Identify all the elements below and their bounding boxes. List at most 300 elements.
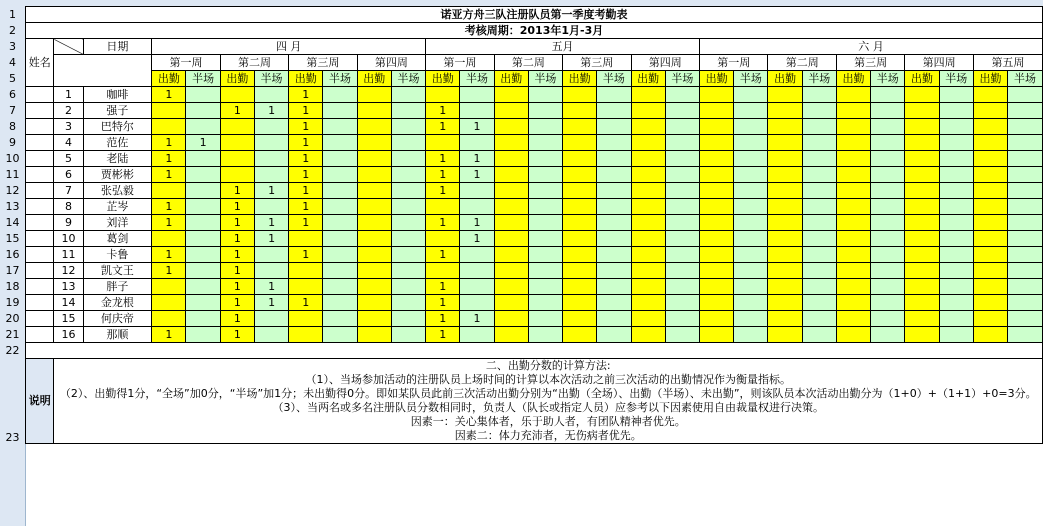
attend-cell[interactable] (494, 103, 528, 119)
week-header[interactable]: 第四周 (631, 55, 699, 71)
attend-cell[interactable]: 1 (152, 327, 186, 343)
name-column-header[interactable]: 姓名 (26, 39, 54, 87)
half-cell[interactable] (665, 135, 699, 151)
attend-cell[interactable]: 1 (220, 215, 254, 231)
row-number[interactable]: 12 (5, 183, 20, 197)
attend-cell[interactable] (494, 167, 528, 183)
member-number[interactable]: 10 (54, 231, 83, 247)
attend-cell[interactable] (631, 183, 665, 199)
half-cell[interactable] (802, 199, 836, 215)
attend-cell[interactable]: 1 (289, 215, 323, 231)
attend-cell[interactable]: 1 (426, 295, 460, 311)
attend-cell[interactable] (220, 135, 254, 151)
week-header[interactable]: 第二周 (220, 55, 288, 71)
attend-cell[interactable] (768, 103, 802, 119)
attend-cell[interactable] (905, 199, 939, 215)
attend-cell[interactable] (973, 183, 1007, 199)
half-cell[interactable] (391, 87, 425, 103)
member-number[interactable]: 9 (54, 215, 83, 231)
attend-cell[interactable] (357, 279, 391, 295)
row-blank-cell[interactable] (26, 103, 54, 119)
row-number[interactable]: 10 (5, 151, 20, 165)
member-number[interactable]: 15 (54, 311, 83, 327)
half-cell[interactable] (597, 103, 631, 119)
half-cell[interactable] (460, 87, 494, 103)
half-cell[interactable] (460, 295, 494, 311)
attend-cell[interactable] (357, 247, 391, 263)
half-cell[interactable] (734, 247, 768, 263)
attend-cell[interactable] (631, 103, 665, 119)
attend-cell[interactable] (426, 135, 460, 151)
half-cell[interactable] (871, 199, 905, 215)
member-name[interactable]: 金龙根 (83, 295, 152, 311)
half-cell[interactable] (323, 263, 357, 279)
half-subheader[interactable]: 半场 (460, 71, 494, 87)
attend-cell[interactable] (700, 263, 734, 279)
half-cell[interactable] (1008, 215, 1043, 231)
attend-cell[interactable] (563, 103, 597, 119)
half-cell[interactable] (939, 263, 973, 279)
row-number[interactable]: 3 (9, 39, 16, 53)
member-number[interactable]: 4 (54, 135, 83, 151)
half-cell[interactable]: 1 (254, 295, 288, 311)
half-cell[interactable] (871, 135, 905, 151)
attend-cell[interactable] (152, 103, 186, 119)
half-cell[interactable] (391, 215, 425, 231)
half-cell[interactable] (186, 311, 220, 327)
half-cell[interactable] (871, 87, 905, 103)
attend-cell[interactable] (905, 295, 939, 311)
half-cell[interactable] (802, 119, 836, 135)
attend-cell[interactable] (836, 103, 870, 119)
assessment-period[interactable]: 考核周期：2013年1月-3月 (26, 23, 1043, 39)
half-cell[interactable] (802, 279, 836, 295)
attend-cell[interactable] (836, 311, 870, 327)
attend-cell[interactable] (905, 247, 939, 263)
attend-cell[interactable] (631, 295, 665, 311)
week-header[interactable]: 第五周 (973, 55, 1042, 71)
attend-cell[interactable] (905, 311, 939, 327)
half-cell[interactable] (802, 295, 836, 311)
attend-subheader[interactable]: 出勤 (905, 71, 939, 87)
half-cell[interactable] (254, 247, 288, 263)
attend-cell[interactable] (768, 247, 802, 263)
half-cell[interactable] (323, 135, 357, 151)
half-cell[interactable] (1008, 263, 1043, 279)
attend-cell[interactable]: 1 (426, 119, 460, 135)
half-cell[interactable]: 1 (460, 311, 494, 327)
row-blank-cell[interactable] (26, 87, 54, 103)
row-number[interactable]: 13 (5, 199, 20, 213)
week-header[interactable]: 第一周 (152, 55, 220, 71)
row-blank-cell[interactable] (26, 215, 54, 231)
attend-cell[interactable]: 1 (152, 215, 186, 231)
half-cell[interactable] (802, 231, 836, 247)
half-cell[interactable] (1008, 183, 1043, 199)
half-cell[interactable] (871, 183, 905, 199)
half-subheader[interactable]: 半场 (186, 71, 220, 87)
attend-cell[interactable]: 1 (289, 119, 323, 135)
row-number[interactable]: 8 (9, 119, 16, 133)
attend-cell[interactable]: 1 (152, 167, 186, 183)
attend-cell[interactable] (905, 279, 939, 295)
attend-subheader[interactable]: 出勤 (494, 71, 528, 87)
half-cell[interactable] (939, 247, 973, 263)
attend-cell[interactable] (768, 87, 802, 103)
attend-cell[interactable] (973, 327, 1007, 343)
half-cell[interactable] (254, 135, 288, 151)
attend-cell[interactable] (494, 263, 528, 279)
attend-cell[interactable]: 1 (289, 135, 323, 151)
attend-cell[interactable] (563, 295, 597, 311)
attend-cell[interactable] (152, 119, 186, 135)
half-cell[interactable] (802, 183, 836, 199)
half-cell[interactable] (186, 167, 220, 183)
attend-cell[interactable]: 1 (220, 103, 254, 119)
half-cell[interactable] (460, 183, 494, 199)
half-cell[interactable] (1008, 167, 1043, 183)
row-number[interactable]: 20 (5, 311, 20, 325)
attend-cell[interactable]: 1 (152, 135, 186, 151)
attend-cell[interactable] (768, 263, 802, 279)
half-cell[interactable] (391, 103, 425, 119)
half-cell[interactable] (597, 295, 631, 311)
attend-cell[interactable] (563, 247, 597, 263)
half-cell[interactable] (186, 327, 220, 343)
attend-cell[interactable] (768, 199, 802, 215)
row-blank-cell[interactable] (26, 247, 54, 263)
attend-cell[interactable] (357, 183, 391, 199)
half-cell[interactable] (939, 151, 973, 167)
attend-cell[interactable] (357, 119, 391, 135)
half-cell[interactable] (665, 119, 699, 135)
half-cell[interactable] (802, 103, 836, 119)
attend-subheader[interactable]: 出勤 (700, 71, 734, 87)
half-cell[interactable] (665, 327, 699, 343)
row-blank-cell[interactable] (26, 135, 54, 151)
member-name[interactable]: 贾彬彬 (83, 167, 152, 183)
row-number[interactable]: 2 (9, 23, 16, 37)
half-cell[interactable] (323, 279, 357, 295)
row-number[interactable]: 23 (5, 430, 20, 444)
attend-cell[interactable] (220, 119, 254, 135)
attend-cell[interactable] (289, 311, 323, 327)
attend-cell[interactable] (973, 263, 1007, 279)
half-cell[interactable] (391, 199, 425, 215)
half-cell[interactable] (871, 167, 905, 183)
attend-cell[interactable] (768, 167, 802, 183)
row-number[interactable]: 11 (5, 167, 20, 181)
half-cell[interactable] (528, 183, 562, 199)
attend-cell[interactable] (357, 311, 391, 327)
half-cell[interactable] (186, 295, 220, 311)
half-subheader[interactable]: 半场 (871, 71, 905, 87)
half-cell[interactable] (323, 327, 357, 343)
half-cell[interactable] (460, 135, 494, 151)
attend-cell[interactable]: 1 (289, 103, 323, 119)
half-cell[interactable] (597, 135, 631, 151)
half-subheader[interactable]: 半场 (391, 71, 425, 87)
row-blank-cell[interactable] (26, 263, 54, 279)
attend-cell[interactable] (563, 183, 597, 199)
attend-cell[interactable] (289, 327, 323, 343)
attend-cell[interactable] (973, 199, 1007, 215)
attend-cell[interactable] (494, 215, 528, 231)
row-blank-cell[interactable] (26, 311, 54, 327)
half-subheader[interactable]: 半场 (254, 71, 288, 87)
attend-cell[interactable]: 1 (426, 327, 460, 343)
half-cell[interactable] (871, 151, 905, 167)
half-subheader[interactable]: 半场 (802, 71, 836, 87)
attend-cell[interactable] (905, 215, 939, 231)
attend-cell[interactable] (700, 183, 734, 199)
half-cell[interactable] (391, 247, 425, 263)
half-cell[interactable] (734, 199, 768, 215)
half-cell[interactable] (802, 215, 836, 231)
attend-cell[interactable] (768, 231, 802, 247)
half-cell[interactable] (186, 199, 220, 215)
half-cell[interactable] (734, 87, 768, 103)
attend-cell[interactable]: 1 (220, 263, 254, 279)
half-cell[interactable] (734, 167, 768, 183)
half-subheader[interactable]: 半场 (323, 71, 357, 87)
attend-cell[interactable] (768, 295, 802, 311)
half-cell[interactable] (186, 279, 220, 295)
attend-cell[interactable] (631, 119, 665, 135)
half-cell[interactable] (391, 167, 425, 183)
half-cell[interactable] (254, 327, 288, 343)
attend-cell[interactable]: 1 (426, 103, 460, 119)
member-name[interactable]: 强子 (83, 103, 152, 119)
half-cell[interactable] (528, 87, 562, 103)
explanation-label[interactable]: 说明 (26, 359, 54, 444)
attend-cell[interactable] (836, 279, 870, 295)
attend-cell[interactable] (905, 263, 939, 279)
half-cell[interactable] (1008, 231, 1043, 247)
half-cell[interactable] (665, 215, 699, 231)
attend-cell[interactable] (563, 231, 597, 247)
row-blank-cell[interactable] (26, 279, 54, 295)
half-cell[interactable] (528, 135, 562, 151)
half-cell[interactable] (460, 327, 494, 343)
half-cell[interactable] (323, 295, 357, 311)
half-cell[interactable] (665, 87, 699, 103)
row-number[interactable]: 15 (5, 231, 20, 245)
row-number[interactable]: 14 (5, 215, 20, 229)
half-cell[interactable] (1008, 103, 1043, 119)
week-header[interactable]: 第三周 (563, 55, 631, 71)
attend-cell[interactable] (426, 87, 460, 103)
attend-cell[interactable] (631, 151, 665, 167)
attend-cell[interactable] (631, 215, 665, 231)
attend-cell[interactable] (357, 167, 391, 183)
row-blank-cell[interactable] (26, 119, 54, 135)
attend-cell[interactable] (357, 327, 391, 343)
attend-cell[interactable] (905, 151, 939, 167)
half-cell[interactable] (528, 215, 562, 231)
attend-cell[interactable] (768, 135, 802, 151)
attend-cell[interactable] (700, 279, 734, 295)
member-name[interactable]: 胖子 (83, 279, 152, 295)
member-number[interactable]: 1 (54, 87, 83, 103)
attend-cell[interactable]: 1 (152, 263, 186, 279)
attend-cell[interactable] (973, 151, 1007, 167)
attend-cell[interactable]: 1 (289, 199, 323, 215)
member-number[interactable]: 16 (54, 327, 83, 343)
half-cell[interactable] (1008, 327, 1043, 343)
attend-subheader[interactable]: 出勤 (426, 71, 460, 87)
week-header[interactable]: 第四周 (905, 55, 973, 71)
attend-cell[interactable] (563, 151, 597, 167)
attend-cell[interactable] (836, 215, 870, 231)
half-cell[interactable] (939, 87, 973, 103)
attend-cell[interactable] (357, 151, 391, 167)
half-cell[interactable] (871, 231, 905, 247)
half-cell[interactable]: 1 (460, 151, 494, 167)
row-number[interactable]: 22 (5, 343, 20, 357)
row-blank-cell[interactable] (26, 327, 54, 343)
half-cell[interactable] (665, 151, 699, 167)
half-cell[interactable] (391, 119, 425, 135)
half-cell[interactable] (186, 247, 220, 263)
attend-cell[interactable]: 1 (220, 199, 254, 215)
half-cell[interactable] (871, 263, 905, 279)
attend-cell[interactable] (836, 327, 870, 343)
attend-cell[interactable] (563, 311, 597, 327)
attend-cell[interactable] (905, 327, 939, 343)
attend-cell[interactable] (357, 263, 391, 279)
attend-cell[interactable] (426, 231, 460, 247)
attend-cell[interactable] (973, 247, 1007, 263)
week-header[interactable]: 第一周 (426, 55, 494, 71)
member-name[interactable]: 何庆帝 (83, 311, 152, 327)
attend-cell[interactable] (836, 263, 870, 279)
attend-cell[interactable] (631, 263, 665, 279)
half-cell[interactable] (528, 151, 562, 167)
attend-cell[interactable] (357, 231, 391, 247)
half-cell[interactable] (323, 87, 357, 103)
attend-cell[interactable] (494, 295, 528, 311)
member-name[interactable]: 巴特尔 (83, 119, 152, 135)
attend-cell[interactable] (905, 87, 939, 103)
attend-cell[interactable]: 1 (426, 311, 460, 327)
half-cell[interactable] (323, 247, 357, 263)
half-cell[interactable] (734, 231, 768, 247)
half-cell[interactable] (597, 311, 631, 327)
attend-cell[interactable] (152, 183, 186, 199)
half-cell[interactable] (323, 103, 357, 119)
half-cell[interactable] (802, 327, 836, 343)
half-subheader[interactable]: 半场 (939, 71, 973, 87)
half-cell[interactable] (391, 135, 425, 151)
half-cell[interactable] (734, 183, 768, 199)
attend-cell[interactable] (700, 199, 734, 215)
attend-cell[interactable] (905, 135, 939, 151)
half-cell[interactable] (391, 327, 425, 343)
half-cell[interactable] (597, 215, 631, 231)
half-cell[interactable] (939, 215, 973, 231)
half-cell[interactable] (186, 263, 220, 279)
half-cell[interactable] (597, 167, 631, 183)
half-cell[interactable] (871, 247, 905, 263)
half-cell[interactable] (528, 311, 562, 327)
half-cell[interactable] (597, 231, 631, 247)
attend-cell[interactable] (494, 327, 528, 343)
row-number[interactable]: 16 (5, 247, 20, 261)
attend-cell[interactable] (631, 135, 665, 151)
half-cell[interactable] (323, 199, 357, 215)
month-may-header[interactable]: 五月 (426, 39, 700, 55)
row-blank-cell[interactable] (26, 183, 54, 199)
attend-cell[interactable] (563, 119, 597, 135)
row-number[interactable]: 4 (9, 55, 16, 69)
spacer-row[interactable] (26, 343, 1043, 359)
half-cell[interactable] (323, 215, 357, 231)
member-number[interactable]: 7 (54, 183, 83, 199)
attend-cell[interactable] (220, 167, 254, 183)
half-cell[interactable] (665, 311, 699, 327)
attend-cell[interactable]: 1 (426, 183, 460, 199)
attend-cell[interactable]: 1 (289, 183, 323, 199)
attend-cell[interactable] (973, 231, 1007, 247)
member-name[interactable]: 芷岑 (83, 199, 152, 215)
attend-cell[interactable] (563, 135, 597, 151)
half-cell[interactable] (528, 231, 562, 247)
attend-subheader[interactable]: 出勤 (631, 71, 665, 87)
attend-cell[interactable] (768, 119, 802, 135)
attend-cell[interactable] (563, 263, 597, 279)
half-cell[interactable] (802, 167, 836, 183)
attend-subheader[interactable]: 出勤 (357, 71, 391, 87)
half-cell[interactable] (939, 279, 973, 295)
row-number[interactable]: 9 (9, 135, 16, 149)
half-cell[interactable] (323, 311, 357, 327)
attend-cell[interactable]: 1 (289, 87, 323, 103)
attend-cell[interactable] (700, 231, 734, 247)
member-number[interactable]: 3 (54, 119, 83, 135)
half-cell[interactable] (665, 103, 699, 119)
attend-cell[interactable]: 1 (426, 279, 460, 295)
attend-cell[interactable] (152, 295, 186, 311)
attend-cell[interactable] (973, 103, 1007, 119)
half-cell[interactable] (528, 295, 562, 311)
half-cell[interactable] (528, 119, 562, 135)
attend-cell[interactable] (563, 327, 597, 343)
half-cell[interactable] (665, 263, 699, 279)
attend-cell[interactable] (494, 247, 528, 263)
half-cell[interactable] (323, 231, 357, 247)
member-number[interactable]: 12 (54, 263, 83, 279)
half-cell[interactable] (254, 167, 288, 183)
explanation-text[interactable] (54, 359, 1043, 444)
half-cell[interactable]: 1 (254, 103, 288, 119)
attend-subheader[interactable]: 出勤 (563, 71, 597, 87)
attend-cell[interactable] (289, 231, 323, 247)
half-cell[interactable] (939, 167, 973, 183)
half-cell[interactable] (871, 279, 905, 295)
half-cell[interactable] (460, 103, 494, 119)
attend-cell[interactable] (563, 215, 597, 231)
half-cell[interactable] (460, 199, 494, 215)
half-cell[interactable] (939, 231, 973, 247)
attend-cell[interactable]: 1 (426, 247, 460, 263)
half-cell[interactable] (802, 135, 836, 151)
half-cell[interactable]: 1 (186, 135, 220, 151)
attend-cell[interactable] (768, 151, 802, 167)
attend-cell[interactable] (494, 231, 528, 247)
attend-cell[interactable] (426, 199, 460, 215)
half-cell[interactable] (939, 199, 973, 215)
